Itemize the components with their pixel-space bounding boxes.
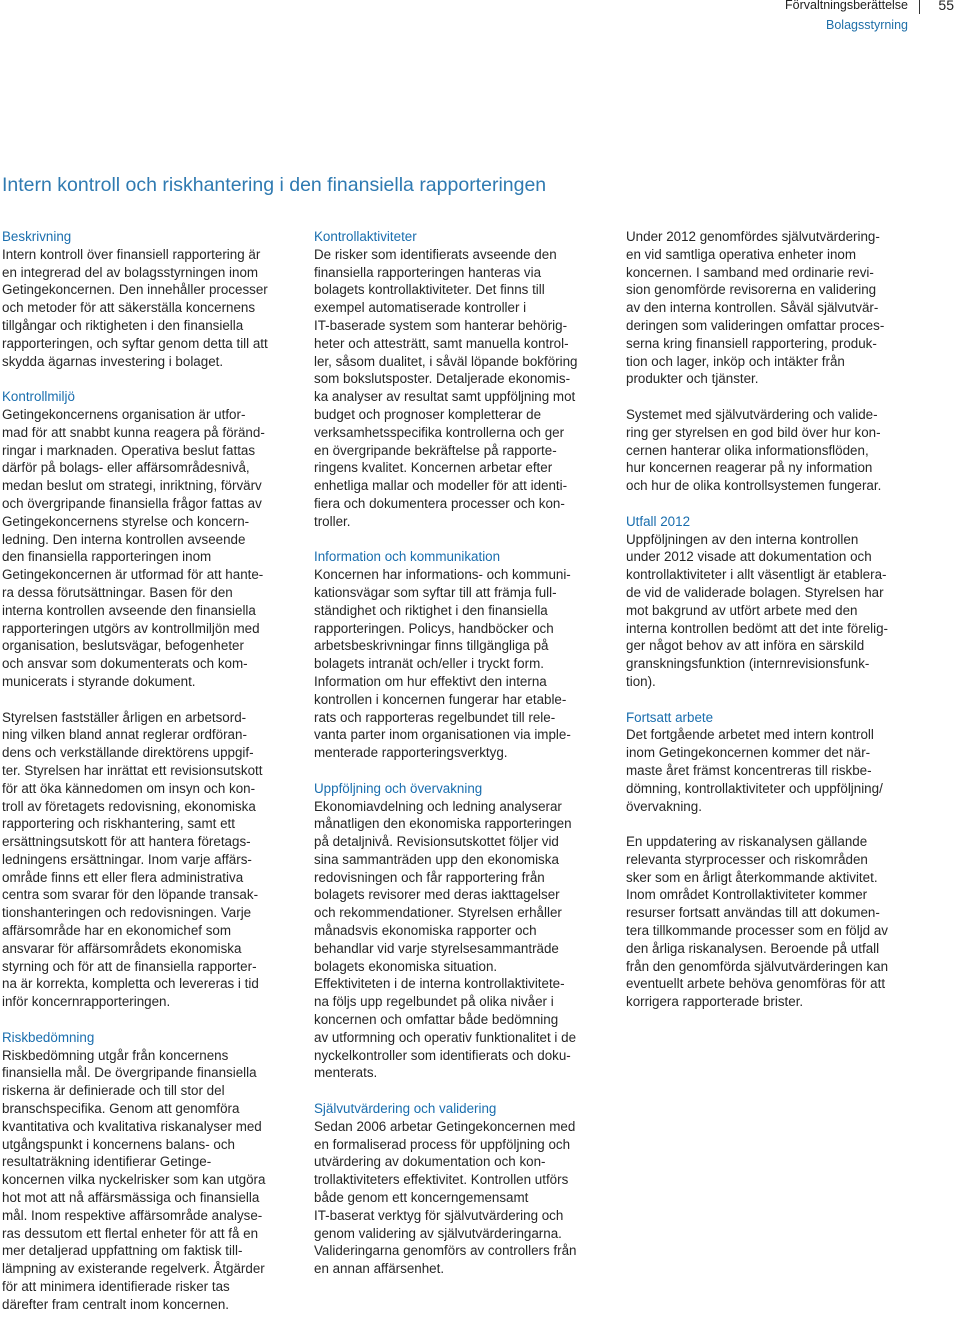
section-heading: Information och kommunikation [314,549,501,565]
section-heading: Utfall 2012 [626,513,691,529]
text-section [314,780,610,1083]
body-paragraph: Getingekoncernens organisation är utfor- mad för att snabbt kunna reagera på föränd- ringar i marknaden. Operativa beslut fattas därför på bolags- eller affärsområdesnivå, medan beslut om strategi, inriktning, förvärv och övergripande finansiella frågor fattas av Getingekoncernens styrelse och koncern- ledning. Den interna kontrollen avseende den finansiella rapporteringen inom Getingekoncernen är utformad för att hante- ra dessa förutsättningar. Basen för den interna kontrollen avseende den finansiella rapporteringen utgörs av kontrollmiljön med organisation, beslutsvägar, befogenheter och ansvar som dokumenterats och kom- municerats i styrande dokument. [2,406,265,689]
text-section [2,1029,298,1314]
body-paragraph: Det fortgående arbetet med intern kontroll inom Getingekoncernen kommer det när- maste året främst koncentreras till riskbe- dömning, kontrollaktiviteter och uppföljning/ övervakning. [626,727,883,814]
section-heading: Riskbedömning [2,1029,95,1045]
header-section-title: Förvaltningsberättelse [785,0,908,12]
text-section [626,513,922,691]
text-section [2,228,298,370]
section-heading: Uppföljning och övervakning [314,780,483,796]
body-paragraph: De risker som identifierats avseende den finansiella rapporteringen hanteras via bolagets kontrollaktiviteter. Det finns till exempel automatiserade kontroller i IT-baserade system som hanterar behörig- heter och attesträtt, samt manuella kontrol- ler, såsom dualitet, i såväl löpande bokföring som bokslutsposter. Detaljerade ekonomis- ka analyser av resultat samt uppföljning mot budget och prognoser kompletterar de verksamhetsspecifika kontrollerna och ger en övergripande bekräftelse på rapporte- ringens kvalitet. Koncernen arbetar efter enhetliga mallar och modeller för att identi- fiera och dokumentera processer och kon- troller. [314,246,578,529]
body-paragraph: Under 2012 genomfördes självutvärdering- en vid samtliga operativa enheter inom koncernen. I samband med ordinarie revi- sion genomförde revisorerna en validering av den interna kontrollen. Såväl självutvär- deringen som valideringen omfattar proces- serna kring finansiell rapportering, produk- tion och lager, inköp och intäkter från produkter och tjänster. [626,229,885,387]
body-paragraph: Sedan 2006 arbetar Getingekoncernen med en formaliserad process för uppföljning och utvärdering av dokumentation och kon- trollaktiviteters effektivitet. Kontrollen utförs både genom ett koncerngemensamt IT-baserat verktyg för självutvärdering och genom validering av självutvärderingarna. Valideringarna genomförs av controllers från en annan affärsenhet. [314,1118,577,1277]
page-title: Intern kontroll och riskhantering i den finansiella rapporteringen [2,174,547,196]
text-section [314,1100,610,1278]
page-number: 55 [938,0,954,13]
text-section [314,548,610,762]
body-paragraph: Ekonomiavdelning och ledning analyserar månatligen den ekonomiska rapporteringen på detaljnivå. Revisionsutskottet följer vid sina sammanträden upp den ekonomiska redovisningen och får rapportering från bolagets revisorer med deras iakttagelser och rekommendationer. Styrelsen erhåller månadsvis ekonomiska rapporter och behandlar vid varje styrelsesammanträde bolagets ekonomiska situation. Effektiviteten i de interna kontrollaktivitete- na följs upp regelbundet på olika nivåer i koncernen och omfattar både bedömning av utformning och operativ funktionalitet i de nyckelkontroller som identifierats och doku- menterats. [314,798,577,1081]
body-paragraph: Koncernen har informations- och kommuni- kationsvägar som syftar till att främja full- ständighet och riktighet i den finansiella rapporteringen. Policys, handböcker och arbetsbeskrivningar finns tillgängliga på bolagets intranät och/eller i tryckt form. Information om hur effektivt den interna kontrollen i koncernen fungerar har etable- rats och rapporteras regelbundet till rele- vanta parter inom organisationen via imple- menterade rapporteringsverktyg. [314,567,571,761]
body-paragraph: Systemet med självutvärdering och valide- ring ger styrelsen en god bild över hur kon- cernen hanterar olika informationsflöden, hur koncernen reagerar på ny information och hur de olika kontrollsystemen fungerar. [626,406,882,494]
body-paragraph: Uppföljningen av den interna kontrollen under 2012 visade att dokumentation och kontrollaktiviteter i allt väsentligt är etablera- de vid de validerade bolagen. Styrelsen har mot bakgrund av utfört arbete med den interna kontrollen bedömt att det inte förelig- ger något behov av att införa en särskild granskningsfunktion (internrevisionsfunk- tion). [626,531,889,689]
section-heading: Kontrollmiljö [2,389,75,405]
body-paragraph: Riskbedömning utgår från koncernens finansiella mål. De övergripande finansiella riskerna är definierade och till stor del branschspecifika. Genom att genomföra kvantitativa och kvalitativa riskanalyser med utgångspunkt i koncernens balans- och resultaträkning identifierar Getinge- koncernen vilka nyckelrisker som kan utgöra hot mot att nå affärsmässiga och finansiella mål. Inom respektive affärsområde analyse- ras dessutom ett flertal enheter för att få en mer detaljerad uppfattning om faktisk till- lämpning av existerande regelverk. Åtgärder för att minimera identifierade risker tas därefter fram centralt inom koncernen. [2,1047,266,1312]
header-subsection-title: Bolagsstyrning [826,18,908,32]
body-paragraph: En uppdatering av riskanalysen gällande relevanta styrprocesser och riskområden sker som en årligt återkommande aktivitet. Inom området Kontrollaktiviteter kommer resurser fortsatt användas till att dokumen- tera tillkommande processer som en följd av den årliga riskanalysen. Beroende på utfall från den genomförda självutvärderingen kan eventuellt arbete behöva genomföras för att korrigera rapporterade brister. [626,834,889,1010]
text-section [2,388,298,1011]
section-heading: Fortsatt arbete [626,709,714,725]
text-section [626,709,922,1012]
body-paragraph: Styrelsen fastställer årligen en arbetsord- ning vilken bland annat reglerar ordföran- dens och verkställande direktörens uppgif- ter. Styrelsen har inrättat ett revisionsutskott för att öka kännedomen om insyn och kon- troll av företagets redovisning, ekonomiska rapportering och riskhantering, samt ett ersättningsutskott för att hantera företags- ledningens ersättningar. Inom varje affärs- område finns ett eller flera administrativa centra som svarar för den löpande transak- tionshanteringen och redovisningen. Varje affärsområde har en ekonomichef som ansvarar för affärsområdets ekonomiska styrning och för att de finansiella rapporter- na är korrekta, kompletta och levereras i tid inför koncernrapporteringen. [2,709,263,1010]
text-column-3 [626,228,922,1029]
body-paragraph: Intern kontroll över finansiell rapportering är en integrerad del av bolagsstyrningen inom Getingekoncernen. Den innehåller processer och metoder för att säkerställa koncernens tillgångar och riktigheten i den finansiella rapporteringen, och syftar genom detta till att skydda ägarnas investering i bolaget. [2,246,268,369]
text-column-1 [2,228,298,1331]
section-heading: Kontrollaktiviteter [314,229,417,244]
page-header [0,0,960,40]
text-section [314,228,610,531]
section-heading: Självutvärdering och validering [314,1101,497,1117]
text-column-2 [314,228,610,1296]
text-section [626,228,922,495]
section-heading: Beskrivning [2,229,72,244]
header-divider [919,0,920,14]
